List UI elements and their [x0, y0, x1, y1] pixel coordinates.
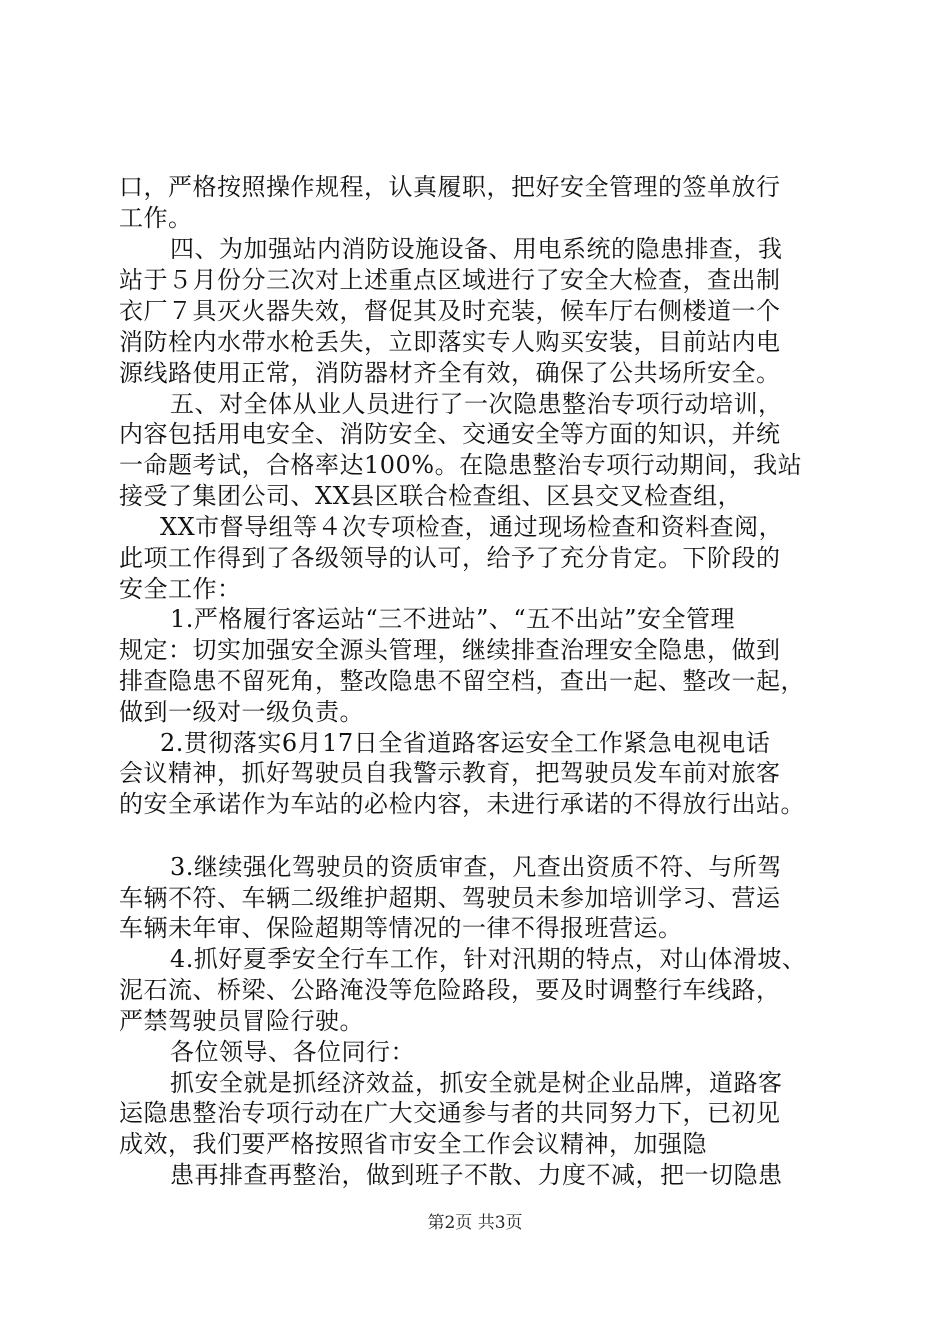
text-line: 五、对全体从业人员进行了一次隐患整治专项行动培训， [170, 390, 783, 418]
text-line: 规定：切实加强安全源头管理，继续排查治理安全隐患，做到 [119, 636, 781, 664]
text-line: 3.继续强化驾驶员的资质审查，凡查出资质不符、与所驾 [170, 853, 782, 881]
text-line: 工作。 [119, 204, 193, 232]
text-line: 内容包括用电安全、消防安全、交通安全等方面的知识，并统 [119, 420, 781, 448]
text-line: 运隐患整治专项行动在广大交通参与者的共同努力下，已初见 [119, 1099, 781, 1127]
text-line: 安全工作： [119, 575, 242, 603]
text-line: 站于５月份分三次对上述重点区域进行了安全大检查，查出制 [119, 266, 781, 294]
text-line: 抓安全就是抓经济效益，抓安全就是树企业品牌，道路客 [170, 1069, 783, 1097]
text-line: 成效，我们要严格按照省市安全工作会议精神，加强隐 [119, 1130, 707, 1158]
text-line: 四、为加强站内消防设施设备、用电系统的隐患排查，我 [170, 235, 783, 263]
page-number: 第2页 共3页 [427, 1213, 523, 1233]
text-line: 患再排查再整治，做到班子不散、力度不减，把一切隐患 [170, 1161, 783, 1189]
text-line: 衣厂７具灭火器失效，督促其及时充装，候车厅右侧楼道一个 [119, 297, 781, 325]
text-line: 车辆不符、车辆二级维护超期、驾驶员未参加培训学习、营运 [119, 884, 781, 912]
text-line: 的安全承诺作为车站的必检内容，未进行承诺的不得放行出站。 [119, 790, 805, 818]
text-line: 做到一级对一级负责。 [119, 698, 364, 726]
text-line: 排查隐患不留死角，整改隐患不留空档，查出一起、整改一起， [119, 667, 805, 695]
text-line: 泥石流、桥梁、公路淹没等危险路段，要及时调整行车线路， [119, 976, 781, 1004]
text-line: 口，严格按照操作规程，认真履职，把好安全管理的签单放行 [119, 173, 781, 201]
text-line: XX市督导组等４次专项检查，通过现场检查和资料查阅， [160, 513, 784, 541]
text-line: 4.抓好夏季安全行车工作，针对汛期的特点，对山体滑坡、 [170, 945, 807, 973]
text-line: 一命题考试，合格率达100%。在隐患整治专项行动期间，我站 [119, 451, 803, 479]
text-line: 2.贯彻落实6月17日全省道路客运安全工作紧急电视电话 [160, 729, 771, 757]
text-line: 消防栓内水带水枪丢失，立即落实专人购买安装，目前站内电 [119, 328, 781, 356]
text-line: 此项工作得到了各级领导的认可，给予了充分肯定。下阶段的 [119, 544, 781, 572]
text-line: 严禁驾驶员冒险行驶。 [119, 1007, 364, 1035]
text-line: 接受了集团公司、XX县区联合检查组、区县交叉检查组， [119, 482, 743, 510]
text-line: 各位领导、各位同行： [170, 1038, 415, 1066]
page-footer [0, 1212, 950, 1234]
text-line: 车辆未年审、保险超期等情况的一律不得报班营运。 [119, 914, 683, 942]
text-line: 1.严格履行客运站“三不进站”、“五不出站”安全管理 [170, 605, 735, 633]
text-line: 会议精神，抓好驾驶员自我警示教育，把驾驶员发车前对旅客 [119, 759, 781, 787]
text-line: 源线路使用正常，消防器材齐全有效，确保了公共场所安全。 [119, 359, 781, 387]
